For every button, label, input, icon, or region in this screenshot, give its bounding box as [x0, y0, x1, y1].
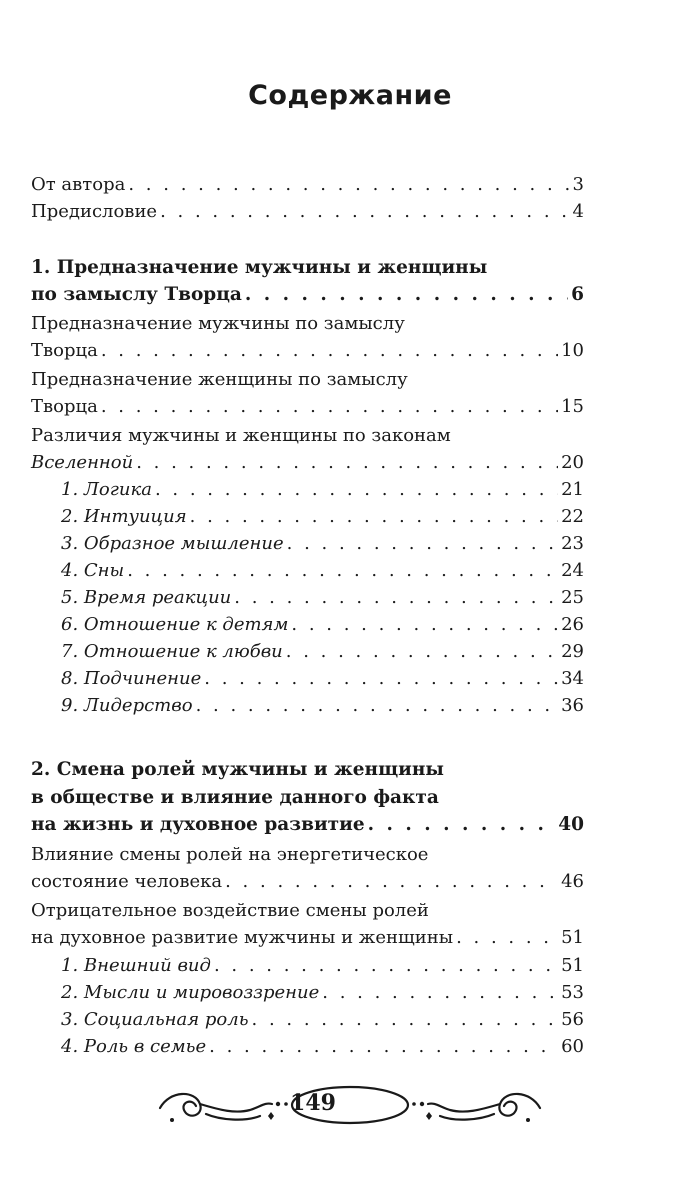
toc-entry-title: на жизнь и духовное развитие	[31, 814, 365, 835]
flourish-ornament-icon	[150, 1080, 550, 1130]
toc-entry-title: 2. Мысли и мировоззрение	[61, 982, 320, 1003]
toc-entry-section	[31, 339, 584, 363]
toc-entry-title: Творца	[31, 340, 98, 361]
dot-leader	[368, 813, 556, 837]
toc-entry-chapter-2	[31, 813, 584, 837]
page-number: 149	[290, 1090, 336, 1116]
chapter-2-title-line-2: в обществе и влияние данного факта	[31, 787, 439, 808]
toc-entry-title: 2. Интуиция	[61, 506, 187, 527]
toc-page-number: 23	[561, 533, 584, 554]
toc-page-number: 51	[561, 927, 584, 948]
toc-entry-subitem	[61, 1035, 584, 1059]
toc-entry-subitem	[61, 1008, 584, 1032]
dot-leader	[155, 478, 558, 502]
dot-leader	[245, 283, 568, 307]
toc-page-number: 3	[572, 174, 584, 195]
toc-entry-title: 3. Социальная роль	[61, 1009, 249, 1030]
toc-entry-section	[31, 870, 584, 894]
toc-page-number: 15	[561, 396, 584, 417]
dot-leader	[160, 200, 569, 224]
dot-leader	[127, 559, 558, 583]
dot-leader	[101, 395, 558, 419]
toc-page-number: 22	[561, 506, 584, 527]
toc-entry-title: Творца	[31, 396, 98, 417]
toc-page-number: 6	[571, 284, 584, 305]
toc-entry-title: 4. Сны	[61, 560, 125, 581]
section-title-line-1: Влияние смены ролей на энергетическое	[31, 844, 429, 865]
toc-entry-title: 3. Образное мышление	[61, 533, 284, 554]
chapter-1-title-line-1: 1. Предназначение мужчины и женщины	[31, 257, 488, 278]
toc-entry-subitem	[61, 559, 584, 583]
dot-leader	[204, 667, 558, 691]
toc-entry-title: по замыслу Творца	[31, 284, 242, 305]
section-title-line-1: Отрицательное воздействие смены ролей	[31, 900, 429, 921]
toc-entry-title: 5. Время реакции	[61, 587, 232, 608]
toc-page-number: 20	[561, 452, 584, 473]
dot-leader	[291, 613, 558, 637]
toc-entry-subitem	[61, 981, 584, 1005]
section-title-line-1: Предназначение женщины по замыслу	[31, 369, 408, 390]
toc-entry-subitem	[61, 532, 584, 556]
toc-entry-title: состояние человека	[31, 871, 223, 892]
toc-entry-preface	[31, 200, 584, 224]
toc-entry-subitem	[61, 478, 584, 502]
dot-leader	[252, 1008, 559, 1032]
dot-leader	[225, 870, 558, 894]
toc-entry-title: 8. Подчинение	[61, 668, 202, 689]
section-title-line-1: Различия мужчины и женщины по законам	[31, 425, 451, 446]
toc-entry-title: 6. Отношение к детям	[61, 614, 289, 635]
dot-leader	[286, 640, 558, 664]
toc-entry-subitem	[61, 667, 584, 691]
dot-leader	[101, 339, 558, 363]
toc-page-number: 24	[561, 560, 584, 581]
toc-entry-chapter-1	[31, 283, 584, 307]
toc-entry-title: От автора	[31, 174, 126, 195]
toc-page-number: 29	[561, 641, 584, 662]
dot-leader	[136, 451, 558, 475]
toc-page-number: 60	[561, 1036, 584, 1057]
toc-page-number: 51	[561, 955, 584, 976]
toc-entry-author	[31, 173, 584, 197]
toc-entry-title: 9. Лидерство	[61, 695, 193, 716]
dot-leader	[128, 173, 569, 197]
toc-page-number: 36	[561, 695, 584, 716]
toc-entry-subitem	[61, 640, 584, 664]
toc-entry-subitem	[61, 505, 584, 529]
toc-entry-title: Предисловие	[31, 201, 158, 222]
toc-page-number: 26	[561, 614, 584, 635]
chapter-2-title-line-1: 2. Смена ролей мужчины и женщины	[31, 759, 444, 780]
toc-entry-title: 4. Роль в семье	[61, 1036, 207, 1057]
toc-page-number: 21	[561, 479, 584, 500]
dot-leader	[214, 954, 558, 978]
toc-entry-section	[31, 395, 584, 419]
toc-page-number: 46	[561, 871, 584, 892]
toc-page-number: 34	[561, 668, 584, 689]
toc-entry-section	[31, 926, 584, 950]
toc-entry-section	[31, 451, 584, 475]
page-title: Содержание	[248, 80, 452, 111]
toc-page-number: 4	[572, 201, 584, 222]
toc-entry-subitem	[61, 954, 584, 978]
toc-page-number: 25	[561, 587, 584, 608]
toc-entry-title: 1. Логика	[61, 479, 152, 500]
dot-leader	[209, 1035, 558, 1059]
toc-entry-title: 7. Отношение к любви	[61, 641, 283, 662]
toc-page-number: 56	[561, 1009, 584, 1030]
toc-page-number: 40	[558, 814, 584, 835]
toc-entry-subitem	[61, 586, 584, 610]
toc-page-number: 53	[561, 982, 584, 1003]
toc-entry-title: Вселенной	[31, 452, 134, 473]
toc-entry-title: на духовное развитие мужчины и женщины	[31, 927, 454, 948]
section-title-line-1: Предназначение мужчины по замыслу	[31, 313, 405, 334]
toc-entry-title: 1. Внешний вид	[61, 955, 211, 976]
toc-entry-subitem	[61, 694, 584, 718]
dot-leader	[196, 694, 559, 718]
toc-entry-subitem	[61, 613, 584, 637]
dot-leader	[322, 981, 558, 1005]
dot-leader	[234, 586, 558, 610]
dot-leader	[287, 532, 558, 556]
dot-leader	[190, 505, 558, 529]
toc-page-number: 10	[561, 340, 584, 361]
dot-leader	[456, 926, 558, 950]
